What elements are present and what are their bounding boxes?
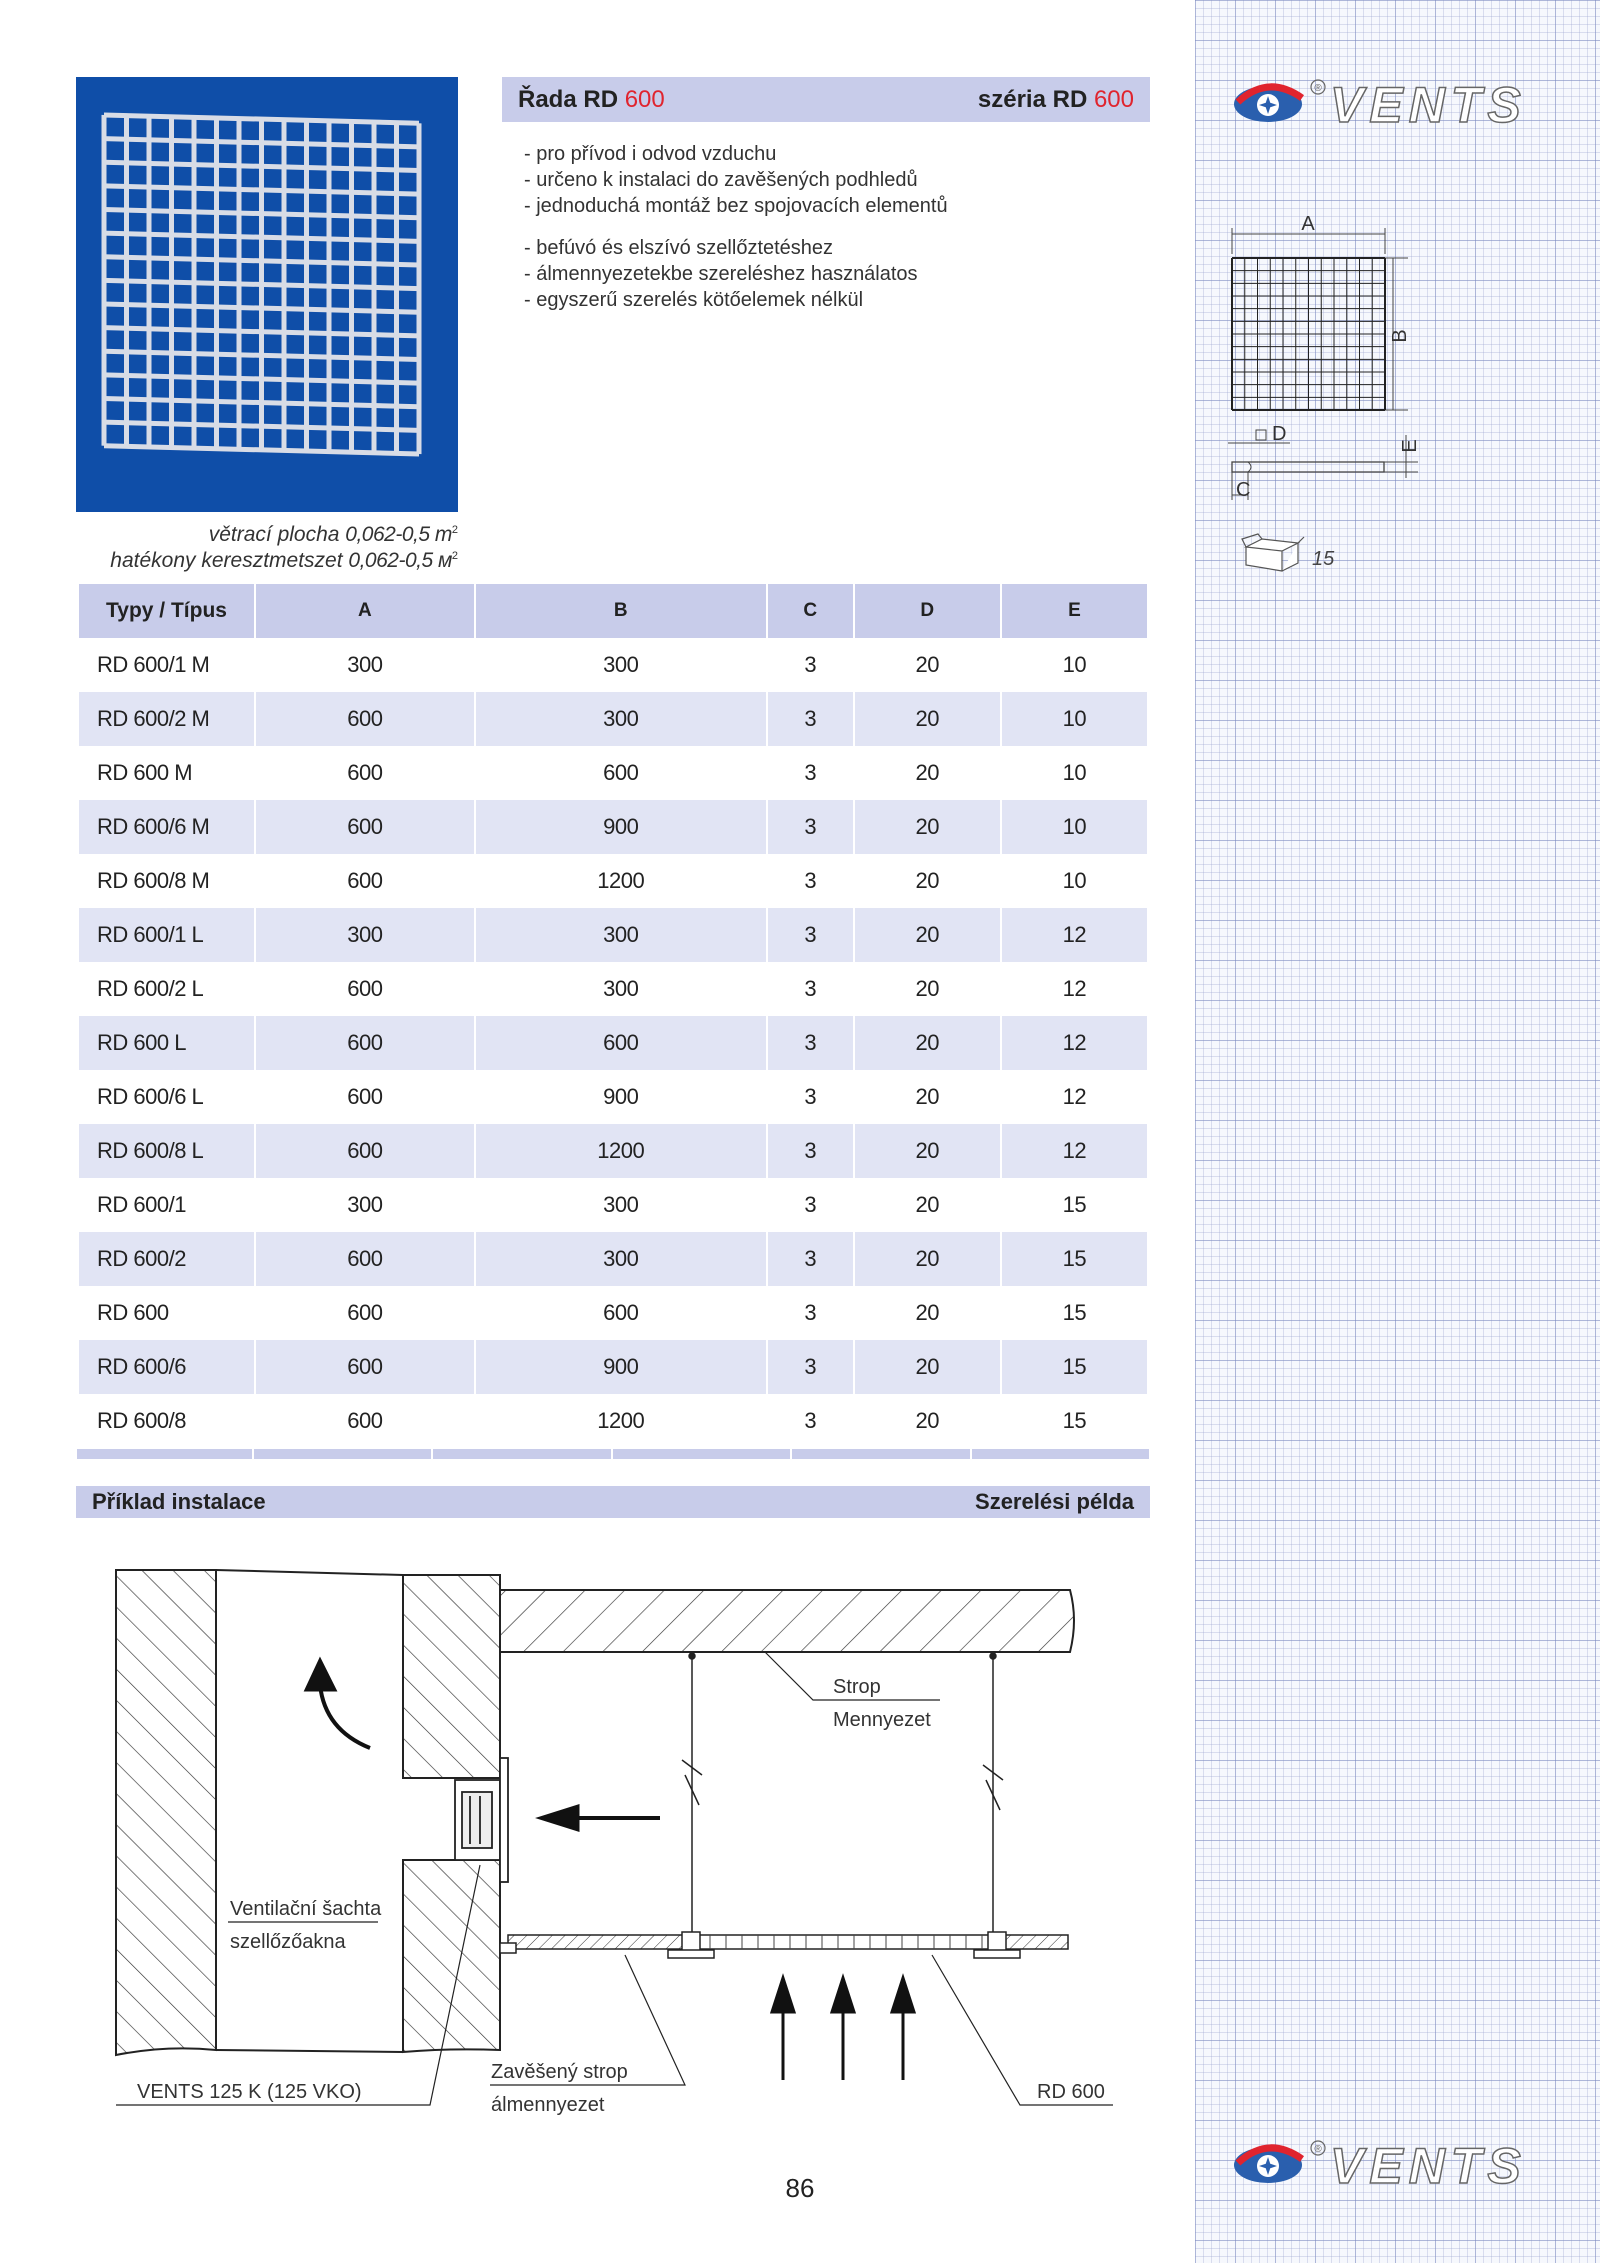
cell-dimension: 1200 — [597, 1408, 645, 1433]
cell-type: RD 600 — [97, 1300, 169, 1325]
cell-dimension: 20 — [855, 1232, 1000, 1286]
cell-dimension: 20 — [855, 1340, 1000, 1394]
shaft-wall-upper — [403, 1575, 500, 1778]
ceiling-slab — [500, 1590, 1074, 1652]
feature-item: - jednoduchá montáž bez spojovacích elementů — [524, 195, 948, 217]
cell-dimension: 600 — [256, 1016, 474, 1070]
cell-dimension: 3 — [804, 976, 817, 1001]
logo-registered: ® — [1314, 83, 1322, 94]
cell-dimension: 20 — [855, 800, 1000, 854]
cell-dimension: 600 — [256, 1340, 474, 1394]
cell-dimension: 20 — [915, 1192, 939, 1217]
cell-dimension: 3 — [768, 908, 853, 962]
table-row — [79, 746, 1147, 800]
cell-dimension: 300 — [347, 652, 383, 677]
cell-dimension: 10 — [1002, 692, 1147, 746]
cell-dimension: 1200 — [597, 868, 645, 893]
cell-type: RD 600/6 L — [97, 1084, 204, 1109]
feature-item: - pro přívod i odvod vzduchu — [524, 143, 777, 165]
cell-type: RD 600/8 L — [79, 1124, 254, 1178]
cell-dimension: 10 — [1062, 760, 1087, 785]
series-title-hu: széria RD 600 — [977, 86, 1134, 113]
cell-dimension: 600 — [347, 976, 383, 1001]
cell-dimension: 3 — [768, 692, 853, 746]
label-suspended-cz: Zavěšený strop — [491, 2061, 628, 2083]
dimension-drawing — [1220, 210, 1450, 510]
cell-type: RD 600/2 L — [97, 976, 204, 1001]
cell-dimension: 12 — [1062, 976, 1087, 1001]
cell-dimension: 300 — [476, 908, 766, 962]
table-footer-strip — [77, 1449, 1149, 1459]
cell-dimension: 20 — [915, 1084, 939, 1109]
cell-dimension: 600 — [603, 760, 639, 785]
col-header-e: E — [1002, 584, 1147, 638]
cell-dimension: 300 — [256, 908, 474, 962]
cell-type: RD 600/6 M — [79, 800, 254, 854]
cell-dimension: 20 — [855, 1124, 1000, 1178]
installation-diagram — [100, 1560, 1140, 2140]
package-quantity: 15 — [1312, 548, 1335, 570]
cell-dimension: 3 — [804, 1408, 817, 1433]
cell-dimension: 3 — [804, 1084, 817, 1109]
cell-dimension: 300 — [476, 1232, 766, 1286]
table-row — [79, 800, 1147, 854]
col-header-type: Typy / Típus — [79, 584, 254, 638]
cell-dimension: 3 — [804, 868, 817, 893]
dim-label-a: A — [1301, 213, 1315, 235]
feature-item: - álmennyezetekbe szereléshez használatos — [524, 263, 918, 285]
dim-label-e: E — [1399, 439, 1421, 453]
cell-dimension: 15 — [1002, 1340, 1147, 1394]
cell-dimension: 15 — [1062, 1300, 1087, 1325]
cell-dimension: 600 — [256, 800, 474, 854]
cell-type: RD 600/8 M — [97, 868, 210, 893]
cell-dimension: 15 — [1062, 1408, 1087, 1433]
cell-dimension: 20 — [915, 652, 939, 677]
cell-dimension: 20 — [915, 760, 939, 785]
feature-item: - určeno k instalaci do zavěšených podhledů — [524, 169, 918, 191]
shaft-wall-lower — [403, 1860, 500, 2052]
table-row — [79, 854, 1147, 908]
col-header-d: D — [855, 584, 1000, 638]
label-fan: VENTS 125 K (125 VKO) — [137, 2081, 362, 2103]
label-shaft-hu: szellőzőakna — [230, 1931, 346, 1953]
cell-dimension: 600 — [347, 1408, 383, 1433]
logo-registered: ® — [1314, 2144, 1322, 2155]
dim-label-c: C — [1236, 479, 1251, 501]
cell-dimension: 20 — [915, 868, 939, 893]
cell-dimension: 20 — [915, 1408, 939, 1433]
cell-type: RD 600/8 — [97, 1408, 186, 1433]
cell-dimension: 900 — [476, 1340, 766, 1394]
cell-dimension: 12 — [1002, 908, 1147, 962]
cell-dimension: 900 — [603, 1084, 639, 1109]
cell-dimension: 600 — [256, 1124, 474, 1178]
col-header-a: A — [256, 584, 474, 638]
label-ceiling-cz: Strop — [833, 1676, 881, 1698]
suspended-ceiling — [500, 1932, 1068, 1958]
cell-dimension: 600 — [347, 760, 383, 785]
logo-wordmark: VENTS — [1330, 77, 1527, 132]
cell-dimension: 3 — [804, 1192, 817, 1217]
cell-dimension: 600 — [603, 1300, 639, 1325]
cell-dimension: 3 — [768, 1016, 853, 1070]
cell-dimension: 900 — [476, 800, 766, 854]
cell-dimension: 1200 — [476, 1124, 766, 1178]
cell-dimension: 12 — [1002, 1124, 1147, 1178]
cell-dimension: 3 — [804, 652, 817, 677]
cell-dimension: 3 — [768, 1124, 853, 1178]
table-row — [79, 1340, 1147, 1394]
cell-dimension: 20 — [855, 908, 1000, 962]
cell-dimension: 10 — [1062, 652, 1087, 677]
table-row — [79, 1124, 1147, 1178]
series-title-bar — [502, 77, 1150, 122]
install-title-bar — [76, 1486, 1150, 1518]
cell-dimension: 3 — [804, 760, 817, 785]
cell-dimension: 20 — [915, 1300, 939, 1325]
cell-dimension: 20 — [915, 976, 939, 1001]
cell-dimension: 3 — [804, 1300, 817, 1325]
dim-label-b: B — [1389, 329, 1411, 343]
spec-table — [77, 584, 1149, 1448]
cell-dimension: 15 — [1002, 1232, 1147, 1286]
page-number: 86 — [785, 2173, 815, 2203]
table-row — [79, 1070, 1147, 1124]
table-row — [79, 638, 1147, 692]
cell-dimension: 600 — [256, 692, 474, 746]
cell-dimension: 600 — [347, 868, 383, 893]
label-shaft-cz: Ventilační šachta — [230, 1898, 382, 1920]
cell-dimension: 10 — [1002, 800, 1147, 854]
table-row — [79, 692, 1147, 746]
cell-dimension: 12 — [1002, 1016, 1147, 1070]
cell-type: RD 600/6 — [79, 1340, 254, 1394]
features-hu — [524, 235, 918, 313]
dim-label-d: D — [1272, 423, 1287, 445]
col-header-c: C — [768, 584, 853, 638]
cell-type: RD 600 L — [79, 1016, 254, 1070]
cell-dimension: 600 — [476, 1016, 766, 1070]
cell-dimension: 3 — [768, 1232, 853, 1286]
cell-type: RD 600 M — [97, 760, 193, 785]
feature-item: - egyszerű szerelés kötőelemek nélkül — [524, 289, 864, 311]
table-header-row — [79, 584, 1147, 638]
photo-caption-hu: hatékony keresztmetszet 0,062-0,5 $м^2$ — [110, 549, 458, 572]
vents-logo — [1230, 72, 1560, 132]
cell-type: RD 600/1 M — [97, 652, 210, 677]
cell-dimension: 15 — [1062, 1192, 1087, 1217]
install-title-cz: Příklad instalace — [92, 1489, 266, 1514]
table-row — [79, 1232, 1147, 1286]
label-suspended-hu: álmennyezet — [491, 2094, 605, 2116]
cell-dimension: 20 — [855, 692, 1000, 746]
left-wall — [116, 1570, 216, 2055]
package-box-icon — [1240, 533, 1350, 573]
leader-lines — [116, 1652, 1113, 2105]
cell-dimension: 300 — [603, 976, 639, 1001]
cell-dimension: 20 — [855, 1016, 1000, 1070]
label-ceiling-hu: Mennyezet — [833, 1709, 931, 1731]
photo-caption-cz: větrací plocha 0,062-0,5 $m^2$ — [208, 523, 458, 546]
install-title-hu: Szerelési példa — [975, 1489, 1134, 1514]
table-row — [79, 1016, 1147, 1070]
cell-dimension: 300 — [603, 652, 639, 677]
cell-type: RD 600/1 — [97, 1192, 186, 1217]
cell-dimension: 300 — [603, 1192, 639, 1217]
table-row — [79, 908, 1147, 962]
cell-dimension: 12 — [1062, 1084, 1087, 1109]
table-row — [79, 962, 1147, 1016]
grille-illustration — [104, 115, 419, 454]
cell-dimension: 3 — [768, 800, 853, 854]
table-row — [79, 1178, 1147, 1232]
cell-dimension: 10 — [1062, 868, 1087, 893]
cell-type: RD 600/1 L — [79, 908, 254, 962]
vents-logo-bottom — [1230, 2133, 1560, 2193]
features-cz — [524, 141, 948, 219]
table-row — [79, 1394, 1147, 1448]
cell-type: RD 600/2 — [79, 1232, 254, 1286]
logo-wordmark: VENTS — [1330, 2138, 1527, 2193]
series-title-cz: Řada RD 600 — [518, 86, 665, 113]
table-row — [79, 1286, 1147, 1340]
grille-front-view — [1232, 258, 1385, 410]
cell-dimension: 300 — [476, 692, 766, 746]
cell-dimension: 3 — [768, 1340, 853, 1394]
airflow-arrows — [306, 1660, 914, 2080]
cell-dimension: 300 — [347, 1192, 383, 1217]
cell-type: RD 600/2 M — [79, 692, 254, 746]
product-photo — [76, 77, 458, 512]
cell-dimension: 600 — [347, 1300, 383, 1325]
col-header-b: B — [476, 584, 766, 638]
cell-dimension: 600 — [256, 1232, 474, 1286]
label-grille: RD 600 — [1037, 2081, 1105, 2103]
feature-item: - befúvó és elszívó szellőztetéshez — [524, 237, 834, 259]
cell-dimension: 600 — [347, 1084, 383, 1109]
